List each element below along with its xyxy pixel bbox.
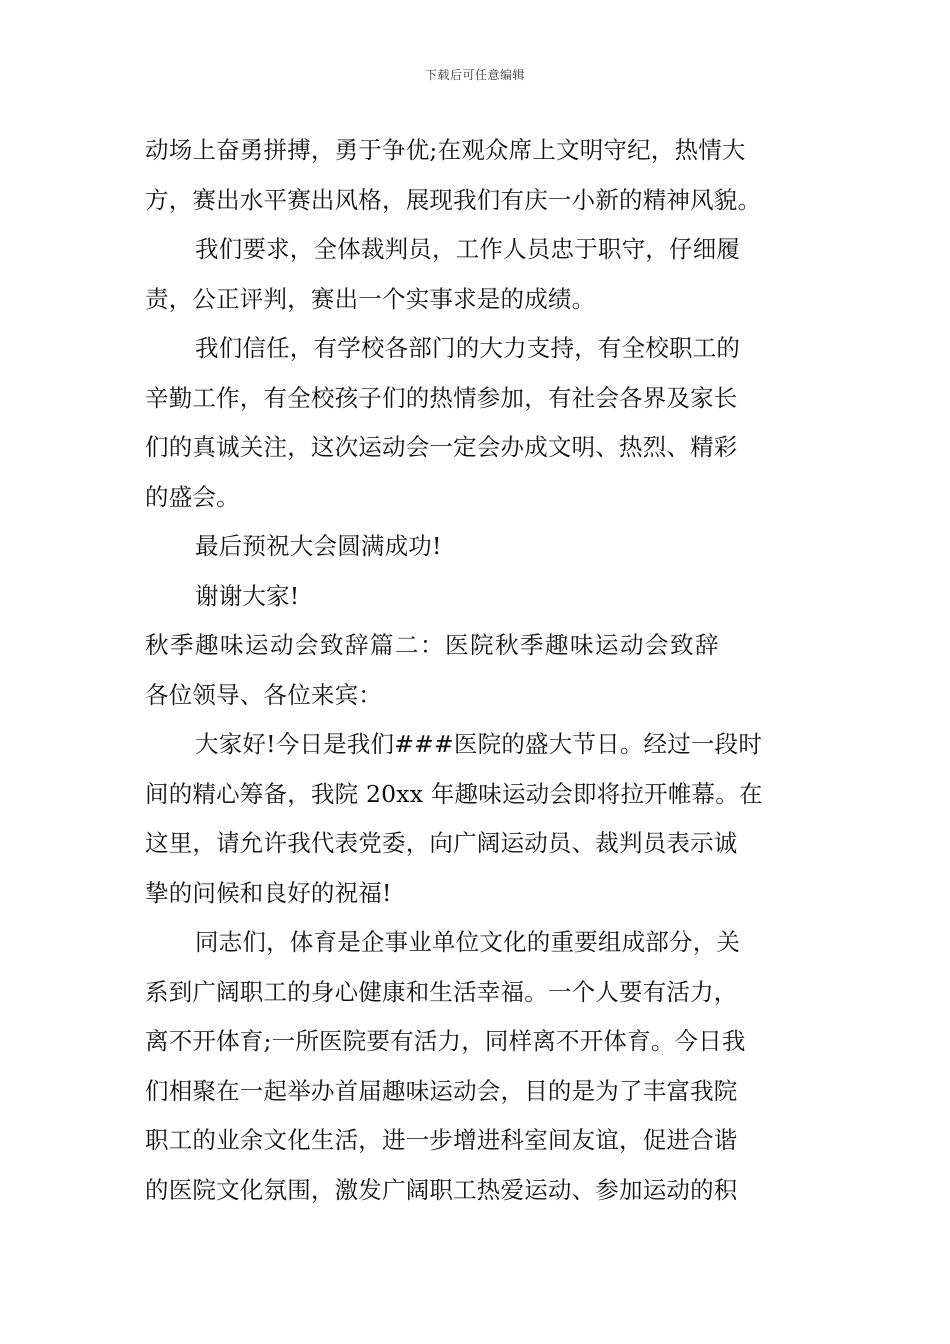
text-line: 间的精心筹备，我院 20xx 年趣味运动会即将拉开帷幕。在 xyxy=(145,779,763,808)
text-line: 系到广阔职工的身心健康和生活幸福。一个人要有活力， xyxy=(145,977,738,1006)
text-line: 们的真诚关注，这次运动会一定会办成文明、热烈、精彩 xyxy=(145,433,738,461)
salutation-line: 各位领导、各位来宾： xyxy=(145,680,382,709)
paragraph-start-line: 谢谢大家! xyxy=(195,581,300,610)
paragraph-start-line: 大家好!今日是我们###医院的盛大节日。经过一段时 xyxy=(195,730,763,758)
text-line: 动场上奋勇拼搏，勇于争优;在观众席上文明守纪，热情大 xyxy=(145,136,746,164)
section-heading: 秋季趣味运动会致辞篇二：医院秋季趣味运动会致辞 xyxy=(145,631,720,659)
text-line: 的医院文化氛围，激发广阔职工热爱运动、参加运动的积 xyxy=(145,1175,738,1204)
paragraph-start-line: 我们要求，全体裁判员，工作人员忠于职守，仔细履 xyxy=(195,235,741,263)
paragraph-start-line: 同志们，体育是企事业单位文化的重要组成部分，关 xyxy=(195,928,741,956)
text-line: 职工的业余文化生活，进一步增进科室间友谊，促进合谐 xyxy=(145,1126,738,1154)
text-line: 这里，请允许我代表党委，向广阔运动员、裁判员表示诚 xyxy=(145,829,738,857)
text-line: 离不开体育;一所医院要有活力，同样离不开体育。今日我 xyxy=(145,1027,746,1055)
text-line: 辛勤工作，有全校孩子们的热情参加，有社会各界及家长 xyxy=(145,383,738,412)
page-header-note: 下载后可任意编辑 xyxy=(424,68,525,82)
text-line: 责，公正评判，赛出一个实事求是的成绩。 xyxy=(145,284,596,313)
document-body xyxy=(145,126,805,1215)
paragraph-start-line: 最后预祝大会圆满成功! xyxy=(195,532,442,560)
text-line: 们相聚在一起举办首届趣味运动会，目的是为了丰富我院 xyxy=(145,1076,738,1105)
text-line: 的盛会。 xyxy=(145,482,240,511)
text-line: 挚的问候和良好的祝福! xyxy=(145,878,392,907)
text-line: 方，赛出水平赛出风格，展现我们有庆一小新的精神风貌。 xyxy=(145,185,762,214)
paragraph-start-line: 我们信任，有学校各部门的大力支持，有全校职工的 xyxy=(195,334,741,362)
